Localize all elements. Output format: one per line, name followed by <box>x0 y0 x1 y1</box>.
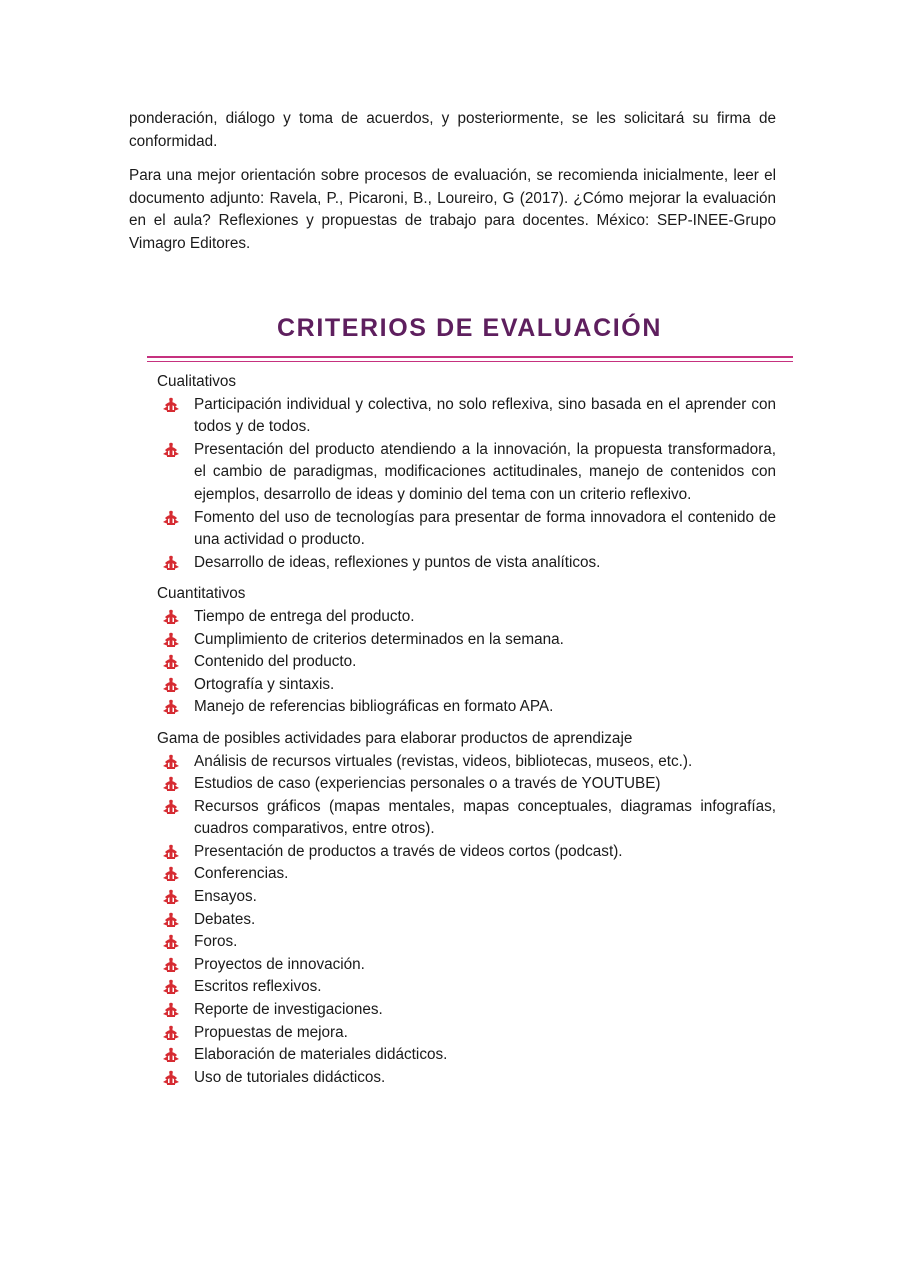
title-underline-bottom <box>147 361 793 362</box>
list-item <box>157 629 776 652</box>
list-item <box>157 552 776 575</box>
list-item <box>157 606 776 629</box>
red-emblem-icon <box>162 609 180 625</box>
group-heading: Cualitativos <box>157 373 237 390</box>
list-item <box>157 696 776 719</box>
red-emblem-icon <box>162 934 180 950</box>
red-emblem-icon <box>162 1025 180 1041</box>
intro-text <box>129 108 776 268</box>
list-item-text: Reporte de investigaciones. <box>194 1001 383 1019</box>
list-item <box>157 439 776 507</box>
list-item <box>157 954 776 977</box>
red-emblem-icon <box>162 912 180 928</box>
red-emblem-icon <box>162 654 180 670</box>
criteria-group <box>157 728 776 1090</box>
list-item <box>157 394 776 439</box>
list-item <box>157 507 776 552</box>
group-heading: Cuantitativos <box>157 585 246 603</box>
red-emblem-icon <box>162 889 180 905</box>
criteria-content <box>157 371 776 1098</box>
list-item-text: Recursos gráficos (mapas mentales, mapas conceptuales, diagramas infografías, cuadros comparativos, entre otros). <box>194 797 776 838</box>
red-emblem-icon <box>162 442 180 458</box>
list-item <box>157 931 776 954</box>
list-item-text: Conferencias. <box>194 865 289 883</box>
list-item <box>157 999 776 1022</box>
red-emblem-icon <box>162 632 180 648</box>
list-item-text: Foros. <box>194 933 238 951</box>
red-emblem-icon <box>162 1002 180 1018</box>
red-emblem-icon <box>162 397 180 413</box>
list-item-text: Tiempo de entrega del producto. <box>194 607 415 625</box>
red-emblem-icon <box>162 555 180 571</box>
list-item-text: Cumplimiento de criterios determinados en la semana. <box>194 630 564 648</box>
red-emblem-icon <box>162 957 180 973</box>
red-emblem-icon <box>162 510 180 526</box>
list-item <box>157 1044 776 1067</box>
red-emblem-icon <box>162 699 180 715</box>
list-item <box>157 751 776 774</box>
list-item <box>157 1022 776 1045</box>
list-item <box>157 863 776 886</box>
group-heading: Gama de posibles actividades para elaborar productos de aprendizaje <box>157 729 633 747</box>
criteria-list <box>157 606 776 719</box>
list-item-text: Fomento del uso de tecnologías para presentar de forma innovadora el contenido de una actividad o producto. <box>194 508 776 549</box>
red-emblem-icon <box>162 754 180 770</box>
list-item-text: Escritos reflexivos. <box>194 978 322 996</box>
list-item-text: Uso de tutoriales didácticos. <box>194 1068 386 1086</box>
list-item <box>157 773 776 796</box>
list-item-text: Contenido del producto. <box>194 653 357 671</box>
list-item-text: Ortografía y sintaxis. <box>194 675 335 693</box>
list-item <box>157 886 776 909</box>
red-emblem-icon <box>162 1047 180 1063</box>
list-item <box>157 796 776 841</box>
list-item <box>157 1067 776 1090</box>
list-item-text: Elaboración de materiales didácticos. <box>194 1046 448 1064</box>
list-item-text: Debates. <box>194 910 256 928</box>
list-item <box>157 909 776 932</box>
list-item-text: Propuestas de mejora. <box>194 1023 348 1041</box>
list-item <box>157 841 776 864</box>
red-emblem-icon <box>162 799 180 815</box>
red-emblem-icon <box>162 866 180 882</box>
list-item <box>157 674 776 697</box>
list-item-text: Manejo de referencias bibliográficas en formato APA. <box>194 698 554 716</box>
red-emblem-icon <box>162 677 180 693</box>
list-item-text: Presentación de productos a través de videos cortos (podcast). <box>194 842 623 860</box>
criteria-group <box>157 371 776 574</box>
list-item-text: Estudios de caso (experiencias personales o a través de YOUTUBE) <box>194 775 661 793</box>
red-emblem-icon <box>162 776 180 792</box>
intro-paragraph-2: Para una mejor orientación sobre procesos de evaluación, se recomienda inicialmente, leer el documento adjunto: Ravela, P., Picaroni, B., Loureiro, G (2017). ¿Cómo mejorar la evaluación en el aula? Reflexiones y propuestas de trabajo para docentes. México: SEP-INEE-Grupo Vimagro Editores. <box>129 167 776 252</box>
section-title: CRITERIOS DE EVALUACIÓN <box>277 314 662 342</box>
title-underline-top <box>147 356 793 358</box>
intro-paragraph-1: ponderación, diálogo y toma de acuerdos, y posteriormente, se les solicitará su firma de conformidad. <box>129 110 776 150</box>
criteria-list <box>157 751 776 1090</box>
red-emblem-icon <box>162 844 180 860</box>
list-item-text: Proyectos de innovación. <box>194 955 365 973</box>
list-item-text: Análisis de recursos virtuales (revistas, videos, bibliotecas, museos, etc.). <box>194 752 693 770</box>
list-item-text: Ensayos. <box>194 888 257 906</box>
list-item-text: Presentación del producto atendiendo a la innovación, la propuesta transformadora, el cambio de paradigmas, modificaciones actitudinales, manejo de contenidos con ejemplos, desarrollo de ideas y dominio del tema con un criterio reflexivo. <box>194 440 776 503</box>
list-item-text: Participación individual y colectiva, no solo reflexiva, sino basada en el aprender con todos y de todos. <box>194 395 776 436</box>
red-emblem-icon <box>162 979 180 995</box>
criteria-group <box>157 583 776 719</box>
red-emblem-icon <box>162 1070 180 1086</box>
list-item-text: Desarrollo de ideas, reflexiones y puntos de vista analíticos. <box>194 553 601 571</box>
list-item <box>157 976 776 999</box>
list-item <box>157 651 776 674</box>
criteria-list <box>157 394 776 575</box>
